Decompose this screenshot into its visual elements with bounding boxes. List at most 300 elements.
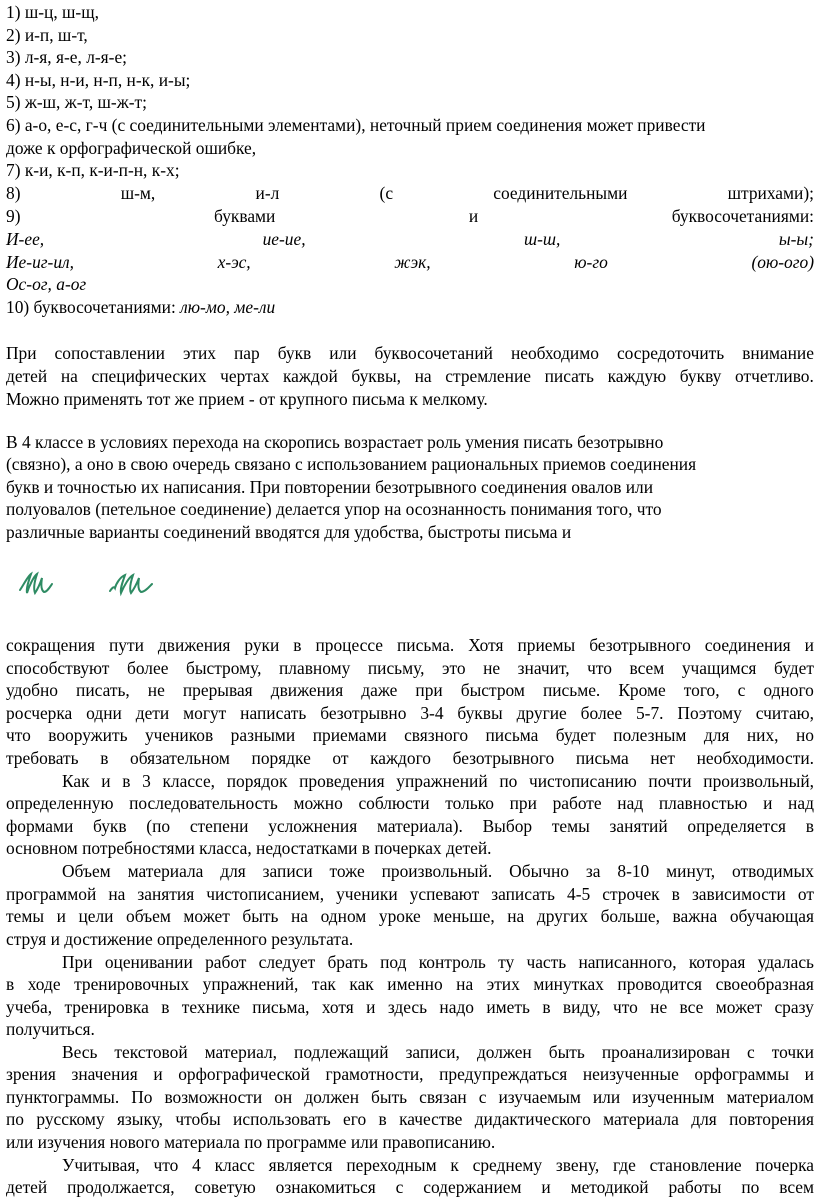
word: именно [387,974,443,994]
word: в [542,997,551,1017]
word: с [478,1087,487,1107]
word: буквами [214,206,276,226]
word: программой [6,884,97,904]
word: быть [548,1042,585,1062]
word: необходимости. [696,748,814,768]
word: ш-ш, [523,229,561,249]
word: соблюсти [358,793,430,813]
word: других [536,906,588,926]
word: значит, [517,658,570,678]
word: материала). [376,816,463,836]
word: плавному [278,658,351,678]
word: формами [6,816,74,836]
word: письма [575,748,629,768]
word: в [805,816,814,836]
word: так [311,974,336,994]
word: что [587,658,612,678]
word: в [6,974,15,994]
word: проведения [299,771,385,791]
word: порядок [226,771,288,791]
paragraph-line [6,679,814,701]
word: написанного, [578,952,677,972]
word: букв [277,343,312,363]
word: Обычно [509,861,569,881]
list-item-10-examples: лю-мо, ме-ли [180,297,276,317]
word: или [592,1087,621,1107]
word: над [617,793,644,813]
word: жэк, [394,252,431,272]
word: произвольный, [703,771,814,791]
word: или [329,343,357,363]
cursive-pair [20,574,152,593]
word: в [671,884,680,904]
word: способствуют [6,658,110,678]
word: в [293,635,302,655]
word: более [126,658,169,678]
word: на [456,974,474,994]
paragraph-line: различные варианты соединений вводятся для удобства, быстроты письма и [6,522,572,542]
word: ознакомиться [275,1177,376,1197]
word: безотрывного [452,748,555,768]
word: 8-10 [617,861,650,881]
word: обучающая [729,906,814,926]
paragraph-line [6,747,814,769]
word: является [268,1155,333,1175]
cursive-letters-illustration [14,562,174,606]
list-item-4: 4) н-ы, н-и, н-п, н-к, и-ы; [6,70,191,90]
word: работы [668,1177,722,1197]
word: всем [629,658,665,678]
word: часть [526,952,567,972]
word: написать [240,703,307,723]
word: для [691,1109,717,1129]
word: виду, [562,997,601,1017]
word: и [468,206,479,226]
word: возможности [164,1087,263,1107]
word: зависимости [691,884,786,904]
word: одном [320,906,367,926]
word: что [6,725,31,745]
word: но [795,725,814,745]
word: обязательном [130,748,230,768]
word: звену, [555,1155,600,1175]
paragraph-line [6,342,814,364]
paragraph-line [6,1041,814,1063]
word: Выбор [482,816,533,836]
paragraph-line [6,702,814,724]
word: занятий [609,816,668,836]
cursive-letter-2 [110,575,152,593]
paragraph-line: Можно применять тот же прием - от крупного письма к мелкому. [6,389,488,409]
word: контроль [418,952,486,972]
word: в [161,997,170,1017]
word: не [483,658,501,678]
word: минутках [533,974,604,994]
word: безотрывного [589,635,691,655]
word: могут [183,703,227,723]
paragraph-line [6,657,814,679]
word: всем [779,1177,814,1197]
word: (по [146,816,171,836]
word: движения [157,635,231,655]
word: с [737,680,746,700]
word: удобно [6,680,58,700]
word: определяется [687,816,787,836]
word: грамотности, [325,1064,424,1084]
word: буквы [457,703,503,723]
word: письма. [396,635,455,655]
word: текстовой [114,1042,188,1062]
word: работе [552,793,602,813]
word: 5-7. [635,703,664,723]
word: неизученные [582,1064,679,1084]
word: и [153,1064,163,1084]
word: орфографической [178,1064,310,1084]
word: при [509,793,537,813]
word: за [585,861,601,881]
paragraph-line [6,770,814,792]
word: письма [485,725,539,745]
word: 4 [192,1155,201,1175]
word: росчерка [6,703,73,723]
word: объем [126,906,171,926]
word: соединения [704,635,791,655]
word: ходе [27,974,61,994]
word: от [797,884,814,904]
word: класс [214,1155,255,1175]
word: темы [6,906,45,926]
word: только [445,793,494,813]
word: ту [498,952,515,972]
word: х-эс, [217,252,251,272]
paragraph-line: В 4 классе в условиях перехода на скоропись возрастает роль умения писать безотрывно [6,432,664,452]
word: записи, [405,1042,460,1062]
word: буквы, [351,366,401,386]
word: надо [439,997,474,1017]
word: повторения [729,1109,814,1129]
word: как [349,974,374,994]
word: минут, [666,861,716,881]
word: для [703,725,730,745]
paragraph-line [6,724,814,746]
word: буквосочетаниями: [671,206,814,226]
word: того, [683,680,720,700]
word: классе, [162,771,216,791]
word: почерка [755,1155,814,1175]
word: учеба, [6,997,53,1017]
word: При [6,343,37,363]
word: изученным [632,1087,715,1107]
word: все [679,997,704,1017]
word: порядке [251,748,311,768]
word: с [747,1042,755,1062]
word: и-л [255,183,280,203]
list-item-2: 2) и-п, ш-т, [6,25,88,45]
word: 9) [6,206,21,226]
word: его [343,1109,367,1129]
word: Учитывая, [62,1155,140,1175]
word: должен [476,1042,532,1062]
word: усложнения [268,816,358,836]
paragraph-line [6,1176,814,1198]
word: учеников [144,725,214,745]
word: на [507,906,525,926]
word: этих [182,343,217,363]
word: под [380,952,407,972]
word: Кроме [618,680,666,700]
word: вооружить [48,725,128,745]
word: безотрывно [320,703,407,723]
word: в [100,748,109,768]
word: проанализирован [601,1042,731,1062]
word: языку, [116,1109,163,1129]
word: быть [242,906,279,926]
word: тоже [329,861,365,881]
word: упражнений [396,771,488,791]
word: качестве [399,1109,463,1129]
word: с [395,1177,404,1197]
word: одни [86,703,122,723]
word: сосредоточить [616,343,725,363]
word: письме. [542,680,601,700]
paragraph-line [6,883,814,905]
word: буквосочетаний [374,343,493,363]
word: строчек [602,884,660,904]
word: и [763,793,773,813]
word: пар [234,343,260,363]
word: где [613,1155,636,1175]
word: работ [205,952,247,972]
word: степени [189,816,249,836]
word: детей [6,1177,48,1197]
word: внимание [742,343,814,363]
word: Объем [62,861,111,881]
word: каждую [607,366,667,386]
word: специфических [91,366,207,386]
word: цели [78,906,114,926]
word: сопоставлении [54,343,165,363]
paragraph-line [6,1108,814,1130]
word: Весь [62,1042,98,1062]
paragraph-line: (связно), а оно в свою очередь связано с использованием рациональных приемов соединения [6,454,697,474]
word: ш-м, [120,183,156,203]
word: это [441,658,466,678]
paragraph-line [6,860,814,882]
word: и [541,1177,551,1197]
word: связного [404,725,469,745]
word: среднему [472,1155,543,1175]
list-item-5: 5) ж-ш, ж-т, ш-ж-т; [6,92,147,112]
word: чертах [220,366,270,386]
word: каждой [282,366,338,386]
word: что [612,997,638,1017]
word: ие-ие, [262,229,306,249]
word: оценивании [104,952,193,972]
paragraph-line [6,1086,814,1108]
word: материал, [204,1042,278,1062]
list-item-8 [6,182,814,204]
word: каждого [370,748,431,768]
word: чистописанию [529,771,637,791]
word: разными [230,725,296,745]
word: будет [555,725,596,745]
list-item-10-prefix: 10) буквосочетаниями: [6,297,181,317]
word: почти [648,771,692,791]
example-row-1 [6,228,814,250]
paragraph-line: или изучения нового материала по программе или правописанию. [6,1132,496,1152]
word: темы [551,816,590,836]
word: необходимо [510,343,599,363]
word: процессе [315,635,383,655]
paragraph-line: полуовалов (петельное соединение) делается упор на осознанность понимания того, что [6,499,662,519]
word: чистописанием, [206,884,325,904]
word: букв [93,816,127,836]
word: которая [688,952,746,972]
word: на [414,366,432,386]
word: можно [293,793,343,813]
paragraph-line [6,365,814,387]
word: чтобы [175,1109,221,1129]
word: плавностью [658,793,748,813]
paragraph-line [6,1154,814,1176]
word: не [147,680,165,700]
word: использовать [233,1109,331,1129]
word: них, [746,725,779,745]
word: прерывая [182,680,253,700]
word: брать [327,952,368,972]
word: здесь [387,997,428,1017]
word: тренировочных [74,974,190,994]
word: орфограммы [694,1064,790,1084]
word: определенную [6,793,114,813]
word: будет [773,658,814,678]
word: на [108,884,126,904]
word: Ие-иг-ил, [6,252,74,272]
list-item-1: 1) ш-ц, ш-щ, [6,2,99,22]
word: считаю, [755,703,814,723]
word: методикой [570,1177,649,1197]
word: ы-ы; [778,229,814,249]
word: ю-го [574,252,608,272]
word: в [378,1109,387,1129]
word: сразу [774,997,814,1017]
word: Поэтому [677,703,742,723]
paragraph-line [6,905,814,927]
paragraph-line: струя и достижение определенного результата. [6,929,354,949]
word: 8) [6,183,21,203]
word: быстрому, [185,658,262,678]
word: этих [486,974,520,994]
word: последовательность [129,793,278,813]
word: становление [649,1155,742,1175]
word: отводимых [732,861,814,881]
word: И-ее, [6,229,45,249]
word: полезным [613,725,687,745]
word: отчетливо. [735,366,814,386]
word: упражнений, [202,974,299,994]
word: писать, [76,680,130,700]
cursive-letter-1 [20,574,52,593]
word: пунктограммы. [6,1087,120,1107]
word: на [291,906,309,926]
word: материала [127,861,204,881]
word: подлежащий [294,1042,389,1062]
word: детей [6,366,48,386]
word: предупреждаться [439,1064,568,1084]
paragraph-line [6,815,814,837]
word: своеобразная [715,974,814,994]
word: (ою-ого) [751,252,814,272]
word: По [131,1087,153,1107]
word: дети [135,703,170,723]
word: учащимся [681,658,757,678]
word: важна [672,906,718,926]
word: 3 [142,771,151,791]
word: русскому [36,1109,105,1129]
word: Хотя [468,635,504,655]
word: и [101,771,111,791]
word: записать [491,884,555,904]
word: материалом [726,1087,814,1107]
paragraph-line: букв и точностью их написания. При повторении безотрывного соединения овалов или [6,477,654,497]
paragraph-line [6,996,814,1018]
word: Как [62,771,90,791]
word: При [62,952,93,972]
word: быстром [460,680,525,700]
word: при [415,680,443,700]
list-item-6: 6) а-о, е-с, г-ч (с соединительными элементами), неточный прием соединения может привести [6,115,706,135]
word: он [274,1087,293,1107]
word: в [122,771,131,791]
word: нет [650,748,675,768]
paragraph-line: основном потребностями класса, недостатками в почерках детей. [6,838,492,858]
word: и [804,635,814,655]
word: и [366,997,376,1017]
word: над [788,793,814,813]
word: следует [258,952,316,972]
word: пути [108,635,144,655]
word: от [332,748,349,768]
word: больше, [600,906,660,926]
word: изучаемым [498,1087,581,1107]
word: что [153,1155,179,1175]
word: даже [361,680,398,700]
word: точки [771,1042,814,1062]
word: на [60,366,78,386]
word: приемами [312,725,387,745]
word: требовать [6,748,79,768]
word: проводится [617,974,703,994]
word: советую [194,1177,256,1197]
word: не [650,997,668,1017]
word: (с [379,183,394,203]
word: продолжается, [67,1177,175,1197]
paragraph-line [6,951,814,973]
word: быть [371,1087,408,1107]
list-item-7: 7) к-и, к-п, к-и-п-н, к-х; [6,160,180,180]
word: по [741,1177,760,1197]
word: сокращения [6,635,95,655]
word: может [183,906,230,926]
word: технике [181,997,240,1017]
word: приемы [517,635,576,655]
word: и [804,1064,814,1084]
word: переходным [346,1155,437,1175]
word: должен [304,1087,360,1107]
word: письма, [252,997,310,1017]
paragraph-line [6,792,814,814]
word: по [6,1109,25,1129]
